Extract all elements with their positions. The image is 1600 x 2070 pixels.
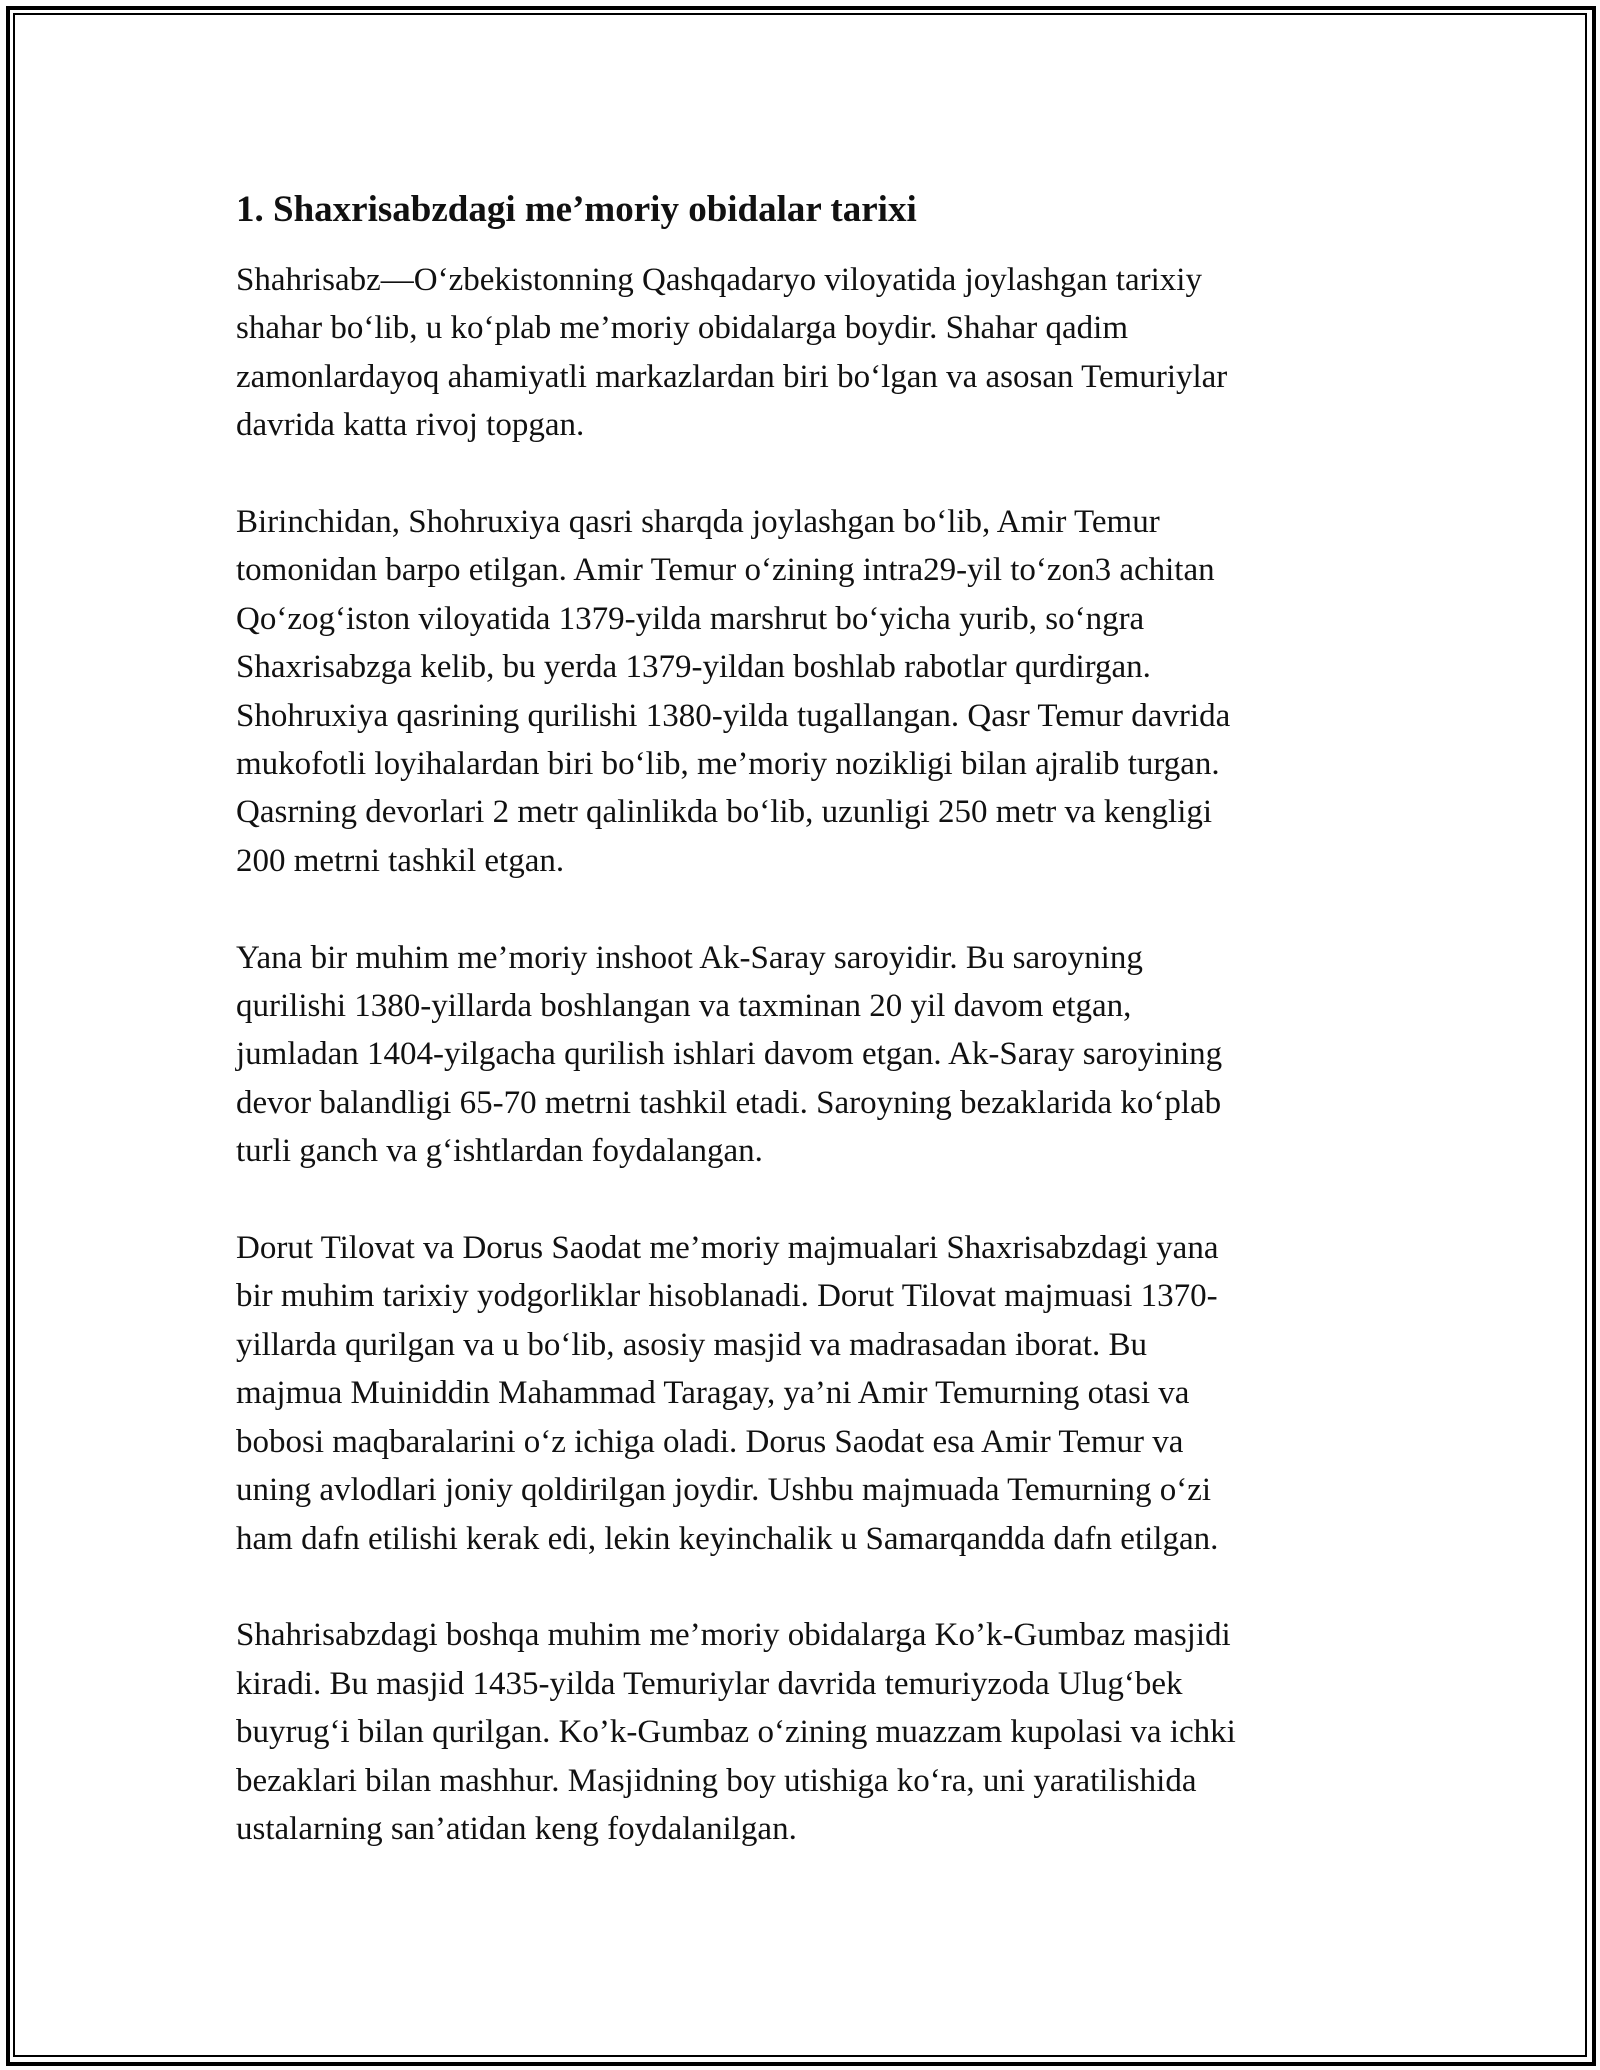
paragraph-intro: [236, 256, 1366, 450]
text-line: 200 metrni tashkil etgan.: [236, 842, 565, 879]
text-line: uning avlodlari joniy qoldirilgan joydir. Ushbu majmuada Temurning o‘zi: [236, 1472, 1212, 1509]
text-line: bir muhim tarixiy yodgorliklar hisoblanadi. Dorut Tilovat majmuasi 1370-: [236, 1278, 1218, 1315]
text-line: Shahrisabz—O‘zbekistonning Qashqadaryo viloyatida joylashgan tarixiy: [236, 262, 1202, 298]
text-line: Shaxrisabzga kelib, bu yerda 1379-yildan boshlab rabotlar qurdirgan.: [236, 649, 1151, 686]
text-line: ustalarning san’atidan keng foydalanilgan.: [236, 1810, 797, 1847]
text-line: Shohruxiya qasrining qurilishi 1380-yilda tugallangan. Qasr Temur davrida: [236, 697, 1231, 734]
paragraph-shohruxiya: [236, 498, 1366, 885]
text-line: jumladan 1404-yilgacha qurilish ishlari davom etgan. Ak-Saray saroyining: [236, 1036, 1223, 1073]
text-line: majmua Muiniddin Mahammad Taragay, ya’ni Amir Temurning otasi va: [236, 1375, 1190, 1412]
text-line: mukofotli loyihalardan biri bo‘lib, me’moriy nozikligi bilan ajralib turgan.: [236, 746, 1220, 783]
text-line: zamonlardayoq ahamiyatli markazlardan biri bo‘lgan va asosan Temuriylar: [236, 358, 1228, 395]
text-line: shahar bo‘lib, u ko‘plab me’moriy obidalarga boydir. Shahar qadim: [236, 310, 1129, 347]
text-line: devor balandligi 65-70 metrni tashkil etadi. Saroyning bezaklarida ko‘plab: [236, 1084, 1222, 1121]
text-line: Yana bir muhim me’moriy inshoot Ak-Saray saroyidir. Bu saroyning: [236, 939, 1143, 976]
text-line: bobosi maqbaralarini o‘z ichiga oladi. Dorus Saodat esa Amir Temur va: [236, 1423, 1184, 1460]
text-line: buyrug‘i bilan qurilgan. Ko’k-Gumbaz o‘zining muazzam kupolasi va ichki: [236, 1714, 1236, 1751]
text-line: bezaklari bilan mashhur. Masjidning boy utishiga ko‘ra, uni yaratilishida: [236, 1762, 1197, 1799]
paragraph-kok-gumbaz: [236, 1611, 1366, 1853]
text-line: ham dafn etilishi kerak edi, lekin keyinchalik u Samarqandda dafn etilgan.: [236, 1520, 1219, 1557]
text-line: yillarda qurilgan va u bo‘lib, asosiy masjid va madrasadan iborat. Bu: [236, 1326, 1147, 1363]
text-line: turli ganch va g‘ishtlardan foydalangan.: [236, 1133, 763, 1170]
text-line: Shahrisabzdagi boshqa muhim me’moriy obidalarga Ko’k-Gumbaz masjidi: [236, 1617, 1231, 1654]
document-body: [236, 186, 1366, 1902]
text-line: davrida katta rivoj topgan.: [236, 407, 585, 444]
text-line: kiradi. Bu masjid 1435-yilda Temuriylar davrida temuriyzoda Ulug‘bek: [236, 1665, 1183, 1702]
text-line: Dorut Tilovat va Dorus Saodat me’moriy majmualari Shaxrisabzdagi yana: [236, 1230, 1219, 1267]
section-heading: 1. Shaxrisabzdagi me’moriy obidalar tarixi: [236, 189, 917, 230]
text-line: qurilishi 1380-yillarda boshlangan va taxminan 20 yil davom etgan,: [236, 988, 1132, 1025]
text-line: Qo‘zog‘iston viloyatida 1379-yilda marshrut bo‘yicha yurib, so‘ngra: [236, 600, 1145, 637]
text-line: tomonidan barpo etilgan. Amir Temur o‘zining intra29-yil to‘zon3 achitan: [236, 552, 1215, 589]
text-line: Qasrning devorlari 2 metr qalinlikda bo‘lib, uzunligi 250 metr va kengligi: [236, 794, 1213, 831]
text-line: Birinchidan, Shohruxiya qasri sharqda joylashgan bo‘lib, Amir Temur: [236, 504, 1160, 541]
paragraph-ak-saray: [236, 934, 1366, 1176]
paragraph-dorut-tilovat: [236, 1224, 1366, 1563]
